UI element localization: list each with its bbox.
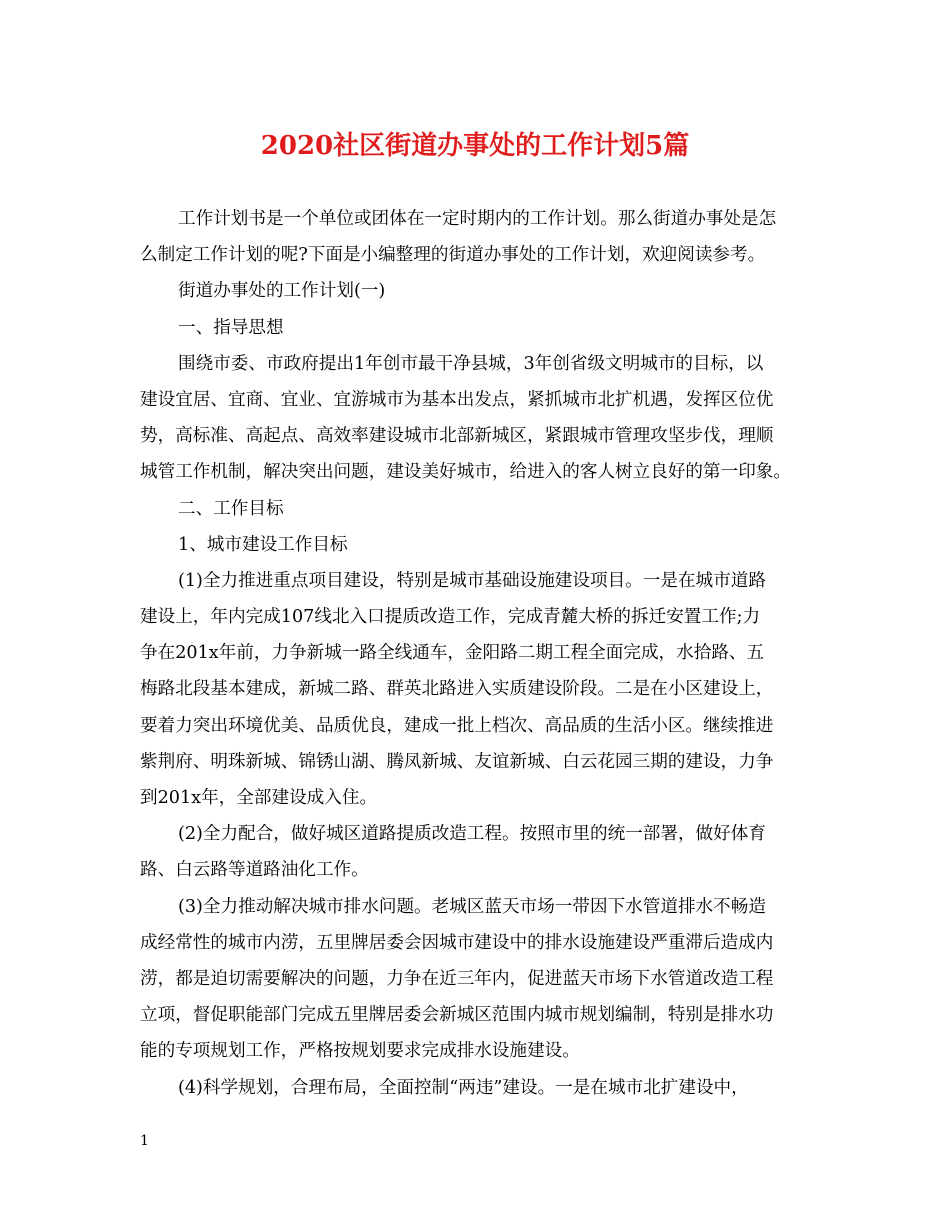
paragraph-line: 能的专项规划工作，严格按规划要求完成排水设施建设。 xyxy=(140,1041,580,1062)
document-body xyxy=(140,201,812,1106)
paragraph-line: (1)全力推进重点项目建设，特别是城市基础设施建设项目。一是在城市道路 xyxy=(178,570,766,591)
paragraph-line: 势，高标准、高起点、高效率建设城市北部新城区，紧跟城市管理攻坚步伐，理顺 xyxy=(140,426,774,447)
paragraph-line: (3)全力推动解决城市排水问题。老城区蓝天市场一带因下水管道排水不畅造 xyxy=(178,896,766,917)
page-number: 1 xyxy=(140,1133,149,1149)
paragraph-line: 到201x年，全部建设成入住。 xyxy=(140,788,378,808)
paragraph-line: 要着力突出环境优美、品质优良，建成一批上档次、高品质的生活小区。继续推进 xyxy=(140,715,774,736)
paragraph-line: 建设宜居、宜商、宜业、宜游城市为基本出发点，紧抓城市北扩机遇，发挥区位优 xyxy=(140,389,774,410)
paragraph-line: 立项，督促职能部门完成五里牌居委会新城区范围内城市规划编制，特别是排水功 xyxy=(140,1005,774,1026)
paragraph-line: 建设上，年内完成107线北入口提质改造工作，完成青麓大桥的拆迁安置工作;力 xyxy=(140,607,761,628)
paragraph-line: 围绕市委、市政府提出1年创市最干净县城，3年创省级文明城市的目标，以 xyxy=(178,353,764,374)
section-heading: 街道办事处的工作计划(一) xyxy=(178,281,386,302)
paragraph-line: 紫荆府、明珠新城、锦锈山湖、腾凤新城、友谊新城、白云花园三期的建设，力争 xyxy=(140,751,774,772)
paragraph-line: 争在201x年前，力争新城一路全线通车，金阳路二期工程全面完成，水拾路、五 xyxy=(140,643,765,664)
paragraph-line: 成经常性的城市内涝，五里牌居委会因城市建设中的排水设施建设严重滞后造成内 xyxy=(140,932,774,953)
paragraph-line: (4)科学规划，合理布局，全面控制“两违”建设。一是在城市北扩建设中， xyxy=(178,1077,749,1098)
paragraph-line: (2)全力配合，做好城区道路提质改造工程。按照市里的统一部署，做好体育 xyxy=(178,824,766,845)
paragraph-line: 涝，都是迫切需要解决的问题，力争在近三年内，促进蓝天市场下水管道改造工程 xyxy=(140,968,774,989)
paragraph-line: 城管工作机制，解决突出问题，建设美好城市，给进入的客人树立良好的第一印象。 xyxy=(140,462,791,483)
document-title: 2020社区街道办事处的工作计划5篇 xyxy=(260,131,690,161)
section-heading: 1、城市建设工作目标 xyxy=(178,534,348,555)
paragraph-line: 路、白云路等道路油化工作。 xyxy=(140,860,369,881)
paragraph-line: 梅路北段基本建成，新城二路、群英北路进入实质建设阶段。二是在小区建设上， xyxy=(140,679,774,700)
section-heading: 二、工作目标 xyxy=(178,498,284,519)
paragraph-line: 么制定工作计划的呢?下面是小编整理的街道办事处的工作计划，欢迎阅读参考。 xyxy=(140,245,766,266)
section-heading: 一、指导思想 xyxy=(178,317,284,338)
paragraph-line: 工作计划书是一个单位或团体在一定时期内的工作计划。那么街道办事处是怎 xyxy=(178,209,777,229)
